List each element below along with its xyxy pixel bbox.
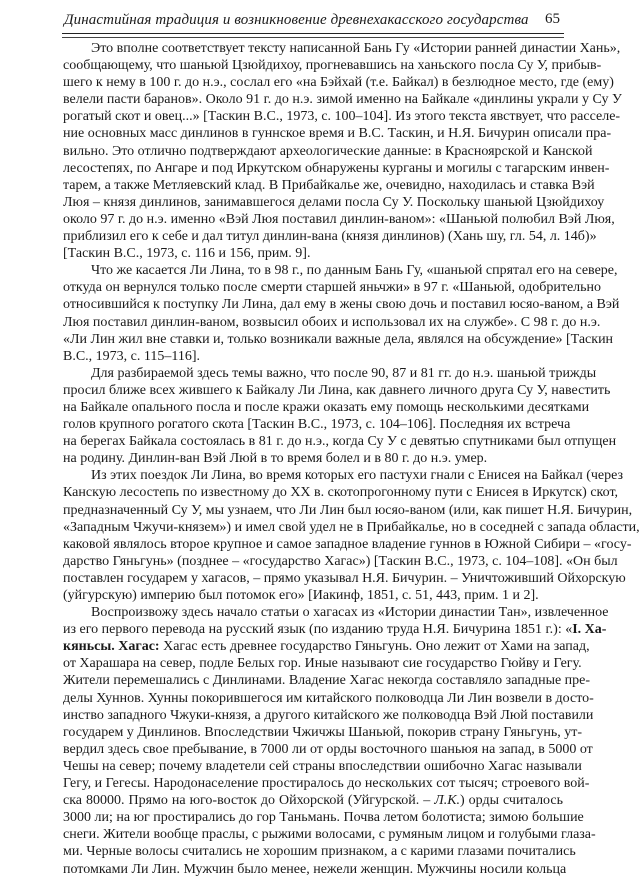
text-segment: рогатый скот и овец...» [Таскин В.С., 1973, с. 100–104]. Из этого текста явствует, что расселе- — [63, 109, 621, 125]
text-line — [63, 604, 609, 621]
text-segment: делы Хуннов. Хунны покорившегося им китайского полководца Ли Лин возвели в досто- — [63, 690, 594, 706]
text-line — [63, 314, 601, 331]
text-line — [63, 758, 582, 775]
text-line — [63, 672, 591, 689]
text-line — [63, 245, 563, 262]
text-segment: на берегах Байкала состоялась в 81 г. до н.э., когда Су У с девятью спутниками был отпущен — [63, 434, 617, 450]
text-segment: Для разбираемой здесь темы важно, что после 90, 87 и 81 гг. до н.э. шаньюй трижды — [91, 365, 597, 381]
paragraph — [63, 262, 620, 365]
text-line — [63, 861, 567, 878]
text-line — [63, 843, 576, 860]
text-line — [63, 40, 621, 57]
text-line — [63, 74, 614, 91]
text-line — [63, 160, 610, 177]
text-segment: ) орды считалось — [460, 793, 563, 809]
text-segment: Люя поставил динлин-ваном, возвысил обоих и использовал их на службе». С 98 г. до н.э. — [63, 314, 601, 330]
text-segment: Канскую лесостепь по известному до XX в. скотопрогонному пути с Енисея в Иркутск) скот, — [63, 485, 619, 501]
text-line — [63, 211, 615, 228]
text-segment: ми. Черные волосы считались не хорошим признаком, а с карими глазами почитались — [63, 844, 576, 860]
text-line — [63, 125, 612, 142]
text-segment: дарство Гяньгунь» (позднее – «государство Хагас») [Таскин В.С., 1973, с. 104–108]. «Он был — [63, 553, 618, 569]
italic-text: Л.К. — [434, 793, 460, 809]
text-line — [63, 365, 597, 382]
paragraph — [63, 40, 622, 262]
text-segment: снеги. Жители вообще праслы, с рыжими волосами, с румяным лицом и голубыми глаза- — [63, 827, 596, 843]
page-number: 65 — [545, 11, 560, 27]
text-line — [63, 262, 618, 279]
running-header — [62, 10, 562, 32]
text-line — [63, 91, 622, 108]
text-segment: предназначенный Су У, мы узнаем, что Ли Лин был юсяо-ваном (или, как пишет Н.Я. Бичурин, — [63, 502, 633, 518]
running-title: Династийная традиция и возникновение древнехакасского государства — [64, 12, 529, 28]
text-segment: вердил здесь свое пребывание, в 7000 ли от орды восточного шаньюя на запад, в 5000 от — [63, 741, 593, 757]
text-line — [63, 775, 590, 792]
text-line — [63, 279, 602, 296]
text-line — [63, 519, 640, 536]
text-segment: «Ли Лин жил вне ставки и, только возникали важные дела, являлся на обсуждение» [Таскин — [63, 331, 614, 347]
text-line — [63, 450, 563, 467]
text-line — [63, 143, 593, 160]
text-segment: Хагас есть древнее государство Гяньгунь. Оно лежит от Хами на запад, — [159, 639, 590, 655]
text-segment: Люя – князя динлинов, занимавшегося делами посла Су У. Поскольку шаньюй Цзюйдихоу — [63, 194, 605, 210]
text-line — [63, 399, 590, 416]
text-segment: Воспроизвожу здесь начало статьи о хагасах из «Истории династии Тан», извлеченное — [91, 605, 609, 621]
text-line — [63, 536, 632, 553]
text-segment: тарем, а также Метляевский клад. В Прибайкалье же, очевидно, находилась и ставка Вэй — [63, 177, 595, 193]
text-line — [63, 194, 605, 211]
text-segment: Это вполне соответствует тексту написанной Бань Гу «Истории ранней династии Хань», — [91, 41, 621, 56]
text-line — [63, 690, 594, 707]
text-segment: на Байкале опального посла и после кражи оказать ему помощь несколькими десятками — [63, 399, 590, 415]
text-line — [63, 792, 563, 809]
text-line — [63, 382, 611, 399]
text-line — [63, 826, 596, 843]
text-line — [63, 108, 621, 125]
text-line — [63, 724, 583, 741]
text-line — [63, 553, 618, 570]
paragraph — [63, 604, 609, 878]
text-segment: В.С., 1973, с. 115–116]. — [63, 348, 201, 364]
text-line — [63, 587, 563, 604]
text-segment: [Таскин В.С., 1973, с. 116 и 156, прим. 9]. — [63, 246, 311, 262]
text-line — [63, 348, 563, 365]
text-segment: из его первого перевода на русский язык (по изданию труда Н.Я. Бичурина 1851 г.): « — [63, 622, 573, 638]
text-line — [63, 621, 607, 638]
paragraph — [63, 467, 640, 604]
bold-text: I. Ха- — [572, 622, 607, 638]
text-segment: откуда он вернулся только после смерти старшей яньчжи» в 97 г. «Шаньюй, одобрительно — [63, 280, 602, 296]
text-segment: Что же касается Ли Лина, то в 98 г., по данным Бань Гу, «шаньюй спрятал его на севере, — [91, 263, 618, 279]
text-segment: приблизил его к себе и дал титул динлин-вана (князя динлинов) (Хань шу, гл. 54, л. 14б)» — [63, 229, 597, 245]
text-line — [63, 638, 590, 655]
header-rule — [62, 33, 564, 34]
text-line — [63, 57, 602, 74]
text-segment: шего к нему в 100 г. до н.э., сослал его «на Бэйхай (т.е. Байкал) в безлюдное место, где (ему) — [63, 75, 614, 91]
text-line — [63, 484, 619, 501]
text-line — [63, 331, 614, 348]
text-segment: велели пасти баранов». Около 91 г. до н.э. зимой именно на Байкале «динлины украли у Су У — [63, 92, 622, 108]
text-segment: вильно. Это отлично подтверждают археологические данные: в Красноярской и Канской — [63, 143, 593, 159]
body-text — [63, 40, 640, 878]
text-line — [63, 296, 620, 313]
text-segment: просил ближе всех жившего к Байкалу Ли Лина, как давнего личного друга Су У, навестить — [63, 382, 611, 398]
text-segment: каковой являлось второе крупное и самое западное владение гуннов в Южной Сибири – «госу- — [63, 536, 632, 552]
text-segment: «Западным Чжучи-князем») и имел свой удел не в Прибайкалье, но в соседней с запада области, — [63, 519, 640, 535]
text-segment: Из этих поездок Ли Лина, во время которых его пастухи гнали с Енисея на Байкал (через — [91, 468, 624, 484]
text-segment: (уйгурскую) империю был потомок его» [Иакинф, 1851, с. 51, 443, прим. 1 и 2]. — [63, 588, 539, 603]
text-segment: на родину. Динлин-ван Вэй Люй в то время болел и в 80 г. до н.э. умер. — [63, 451, 488, 467]
text-segment: около 97 г. до н.э. именно «Вэй Люя поставил динлин-ваном»: «Шаньюй полюбил Вэй Люя, — [63, 211, 615, 227]
text-segment: лесостепях, по Ангаре и под Иркутском обнаружены курганы и могилы с тагарским инвен- — [63, 160, 610, 176]
text-segment: Чешы на север; почему владетели сей страны впоследствии ошибочно Хагас называли — [63, 758, 582, 774]
text-segment: Гегу, и Гегесы. Народонаселение простиралось до нескольких сот тысяч; строевого вой- — [63, 776, 590, 792]
text-segment: ска 80000. Прямо на юго-восток до Ойхорской (Уйгурской. – — [63, 793, 435, 809]
text-line — [63, 177, 595, 194]
text-line — [63, 741, 593, 758]
text-line — [63, 570, 626, 587]
text-line — [63, 467, 624, 484]
text-line — [63, 707, 594, 724]
text-segment: государем у Динлинов. Впоследствии Чжичжы Шаньюй, покорив страну Гяньгунь, ут- — [63, 724, 583, 740]
text-line — [63, 416, 571, 433]
text-segment: потомками Ли Лин. Мужчин было менее, нежели женщин. Мужчины носили кольца — [63, 861, 567, 877]
paragraph — [63, 365, 617, 468]
text-segment: ние основных масс динлинов в гуннское время и В.С. Таскин, и Н.Я. Бичурин описали пра- — [63, 126, 612, 142]
header-rule-thin — [62, 37, 564, 38]
text-segment: относившийся к поступку Ли Лина, дал ему в жены свою дочь и поставил юсяо-ваном, а Вэй — [63, 297, 620, 313]
text-segment: поставлен государем у хагасов, – прямо указывал Н.Я. Бичурин. – Уничтоживший Ойхорскую — [63, 570, 626, 586]
text-line — [63, 809, 584, 826]
text-segment: сообщающему, что шаньюй Цзюйдихоу, прогневавшись на ханьского посла Су У, прибыв- — [63, 58, 602, 74]
text-segment: Жители перемешались с Динлинами. Владение Хагас некогда составляло западные пре- — [63, 673, 591, 689]
text-segment: инство западного Чжуки-князя, а другого китайского же полководца Вэй Люй поставили — [63, 707, 594, 723]
text-line — [63, 655, 582, 672]
text-segment: от Харашара на север, подле Белых гор. Иные называют сие государство Гюйву и Гегу. — [63, 656, 582, 672]
text-segment: голов крупного рогатого скота [Таскин В.С., 1973, с. 104–106]. Последняя их встреча — [63, 417, 571, 433]
text-line — [63, 502, 633, 519]
text-segment: 3000 ли; на юг простирались до гор Таньмань. Почва летом болотиста; зимою большие — [63, 810, 584, 826]
bold-text: кяньсы. Хагас: — [63, 639, 160, 655]
text-line — [63, 228, 597, 245]
text-line — [63, 433, 617, 450]
